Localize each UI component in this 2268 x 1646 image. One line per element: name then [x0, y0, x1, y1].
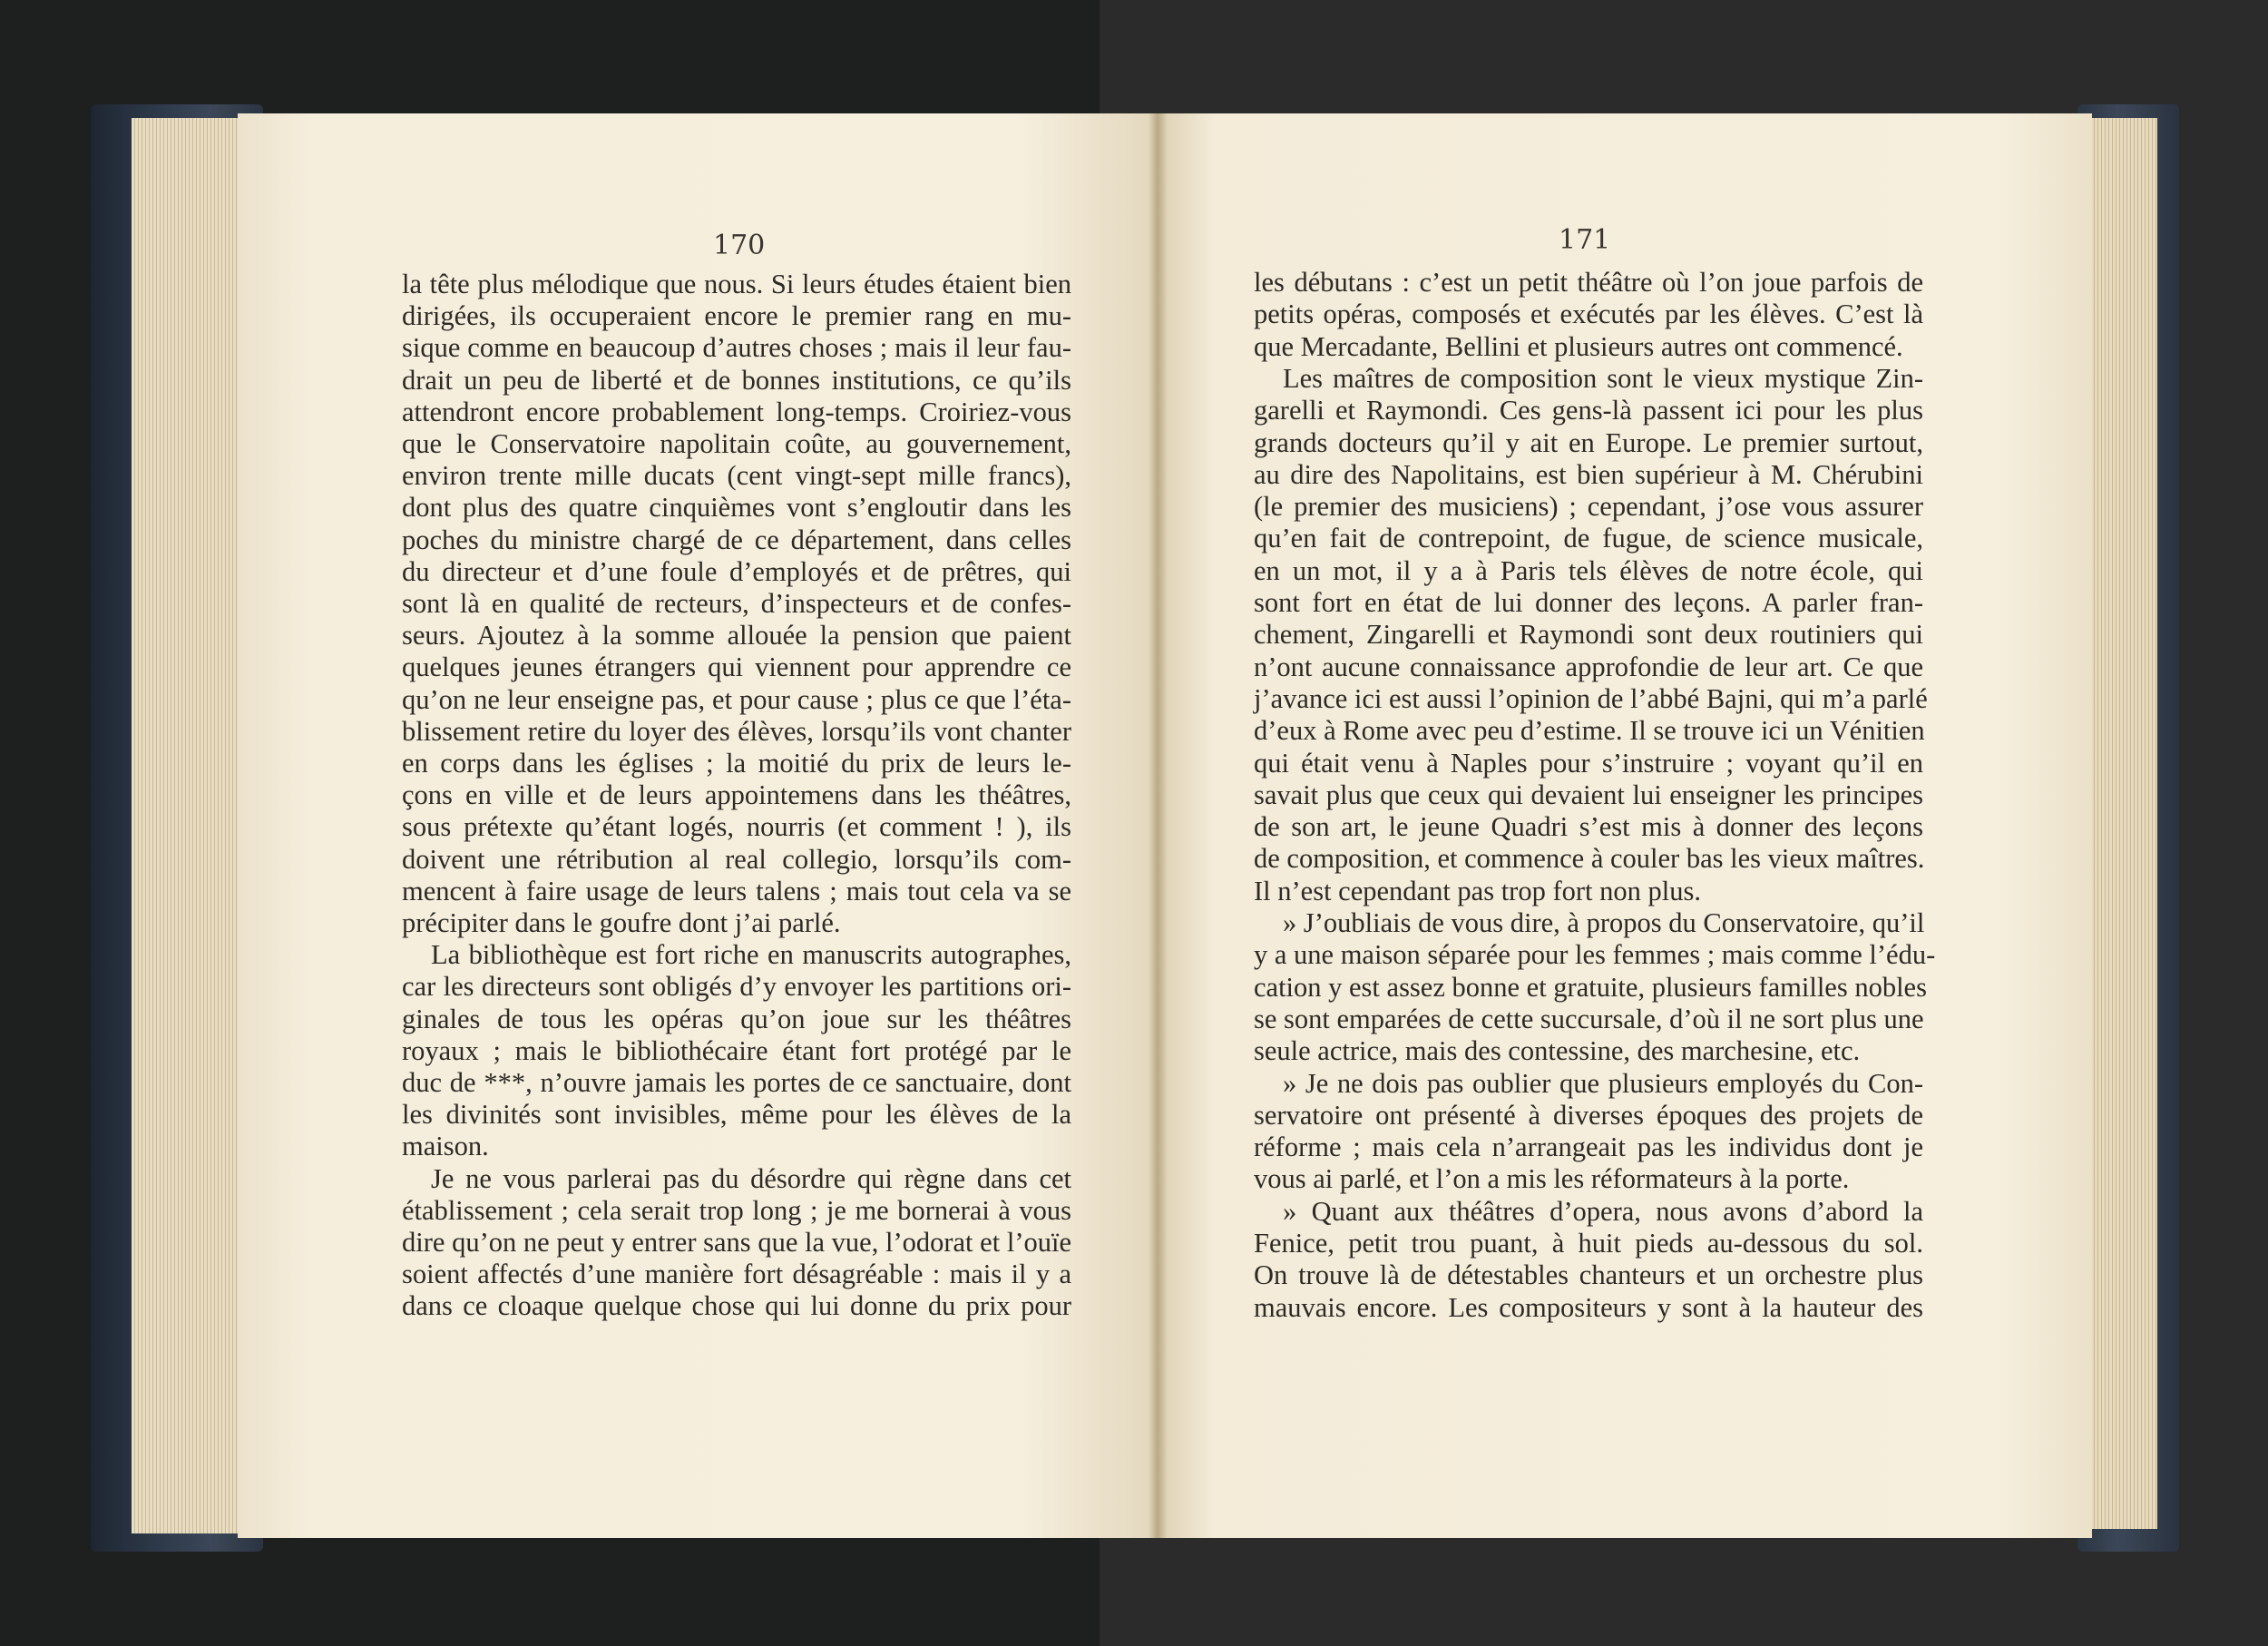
text-line: du directeur et d’une foule d’employés et de prêtres, qui [402, 555, 1071, 587]
text-line: réforme ; mais cela n’arrangeait pas les individus dont je [1254, 1132, 1923, 1163]
text-line: qu’on ne leur enseigne pas, et pour cause ; plus ce que l’éta- [402, 683, 1071, 715]
text-line: se sont emparées de cette succursale, d’où il ne sort plus une [1254, 1003, 1924, 1034]
text-line: doivent une rétribution al real collegio, lorsqu’ils com- [402, 843, 1071, 875]
text-line: de composition, et commence à couler bas les vieux maîtres. [1254, 843, 1925, 875]
text-line: y a une maison séparée pour les femmes ; mais comme l’édu- [1254, 939, 1936, 971]
text-line: Il n’est cependant pas trop fort non plus. [1254, 875, 1701, 906]
text-line: savait plus que ceux qui devaient lui enseigner les principes [1254, 779, 1923, 810]
text-line: attendront encore probablement long-temps. Croiriez-vous [402, 396, 1071, 427]
text-line: que Mercadante, Bellini et plusieurs autres ont commencé. [1254, 330, 1903, 362]
text-line: établissement ; cela serait trop long ; je me bornerai à vous [402, 1194, 1071, 1226]
text-line: dont plus des quatre cinquièmes vont s’engloutir dans les [402, 492, 1071, 524]
text-line: de son art, le jeune Quadri s’est mis à donner des leçons [1254, 811, 1923, 843]
text-line: j’avance ici est aussi l’opinion de l’abbé Bajni, qui m’a parlé [1254, 682, 1928, 714]
text-line: chement, Zingarelli et Raymondi sont deux routiniers qui [1254, 619, 1923, 651]
text-line: seule actrice, mais des contessine, des marchesine, etc. [1254, 1035, 1861, 1067]
text-line: d’eux à Rome avec peu d’estime. Il se trouve ici un Vénitien [1254, 715, 1925, 747]
text-line: blissement retire du loyer des élèves, lorsqu’ils vont chanter [402, 715, 1071, 747]
text-line: précipiter dans le goufre dont j’ai parlé. [402, 907, 841, 938]
text-line: au dire des Napolitains, est bien supérieur à M. Chérubini [1254, 458, 1923, 490]
text-line: dire qu’on ne peut y entrer sans que la vue, l’odorat et l’ouïe [402, 1227, 1071, 1258]
text-line: vous ai parlé, et l’on a mis les réformateurs à la porte. [1254, 1163, 1850, 1195]
text-line: en un mot, il y a à Paris tels élèves de notre école, qui [1254, 554, 1923, 586]
book-gutter [1149, 113, 1167, 1538]
right-page-number: 171 [1559, 224, 1611, 256]
text-line: mauvais encore. Les compositeurs y sont à la hauteur des [1254, 1291, 1923, 1323]
text-line: garelli et Raymondi. Ces gens-là passent ici pour les plus [1254, 395, 1923, 426]
text-line: qui était venu à Naples pour s’instruire ; voyant qu’il en [1254, 747, 1923, 779]
page-edges-left [132, 118, 249, 1533]
text-line: que le Conservatoire napolitain coûte, au gouvernement, [402, 428, 1071, 459]
left-page-number: 170 [713, 230, 766, 261]
text-line: les divinités sont invisibles, même pour les élèves de la [402, 1099, 1071, 1131]
text-line: dirigées, ils occuperaient encore le premier rang en mu- [402, 300, 1071, 332]
text-line: soient affectés d’une manière fort désagréable : mais il y a [402, 1259, 1071, 1290]
text-line: Je ne vous parlerai pas du désordre qui règne dans cet [431, 1162, 1071, 1194]
text-line: » Je ne dois pas oublier que plusieurs employés du Con- [1283, 1067, 1923, 1099]
text-line: la tête plus mélodique que nous. Si leurs études étaient bien [402, 269, 1071, 299]
text-line: car les directeurs sont obligés d’y envoyer les partitions ori- [402, 971, 1071, 1003]
text-line: servatoire ont présenté à diverses époques des projets de [1254, 1099, 1923, 1131]
text-line: poches du ministre chargé de ce département, dans celles [402, 524, 1071, 555]
text-line: n’ont aucune connaissance approfondie de leur art. Ce que [1254, 651, 1923, 682]
text-line: cation y est assez bonne et gratuite, plusieurs familles nobles [1254, 971, 1927, 1003]
text-line: les débutans : c’est un petit théâtre où l’on joue parfois de [1254, 267, 1923, 298]
text-line: sont fort en état de lui donner des leçons. A parler fran- [1254, 587, 1923, 618]
text-line: La bibliothèque est fort riche en manuscrits autographes, [431, 939, 1071, 971]
text-line: sous prétexte qu’étant logés, nourris (et comment ! ), ils [402, 811, 1071, 843]
text-line: (le premier des musiciens) ; cependant, j’ose vous assurer [1254, 491, 1923, 523]
text-line: en corps dans les églises ; la moitié du prix de leurs le- [402, 748, 1071, 779]
text-line: royaux ; mais le bibliothécaire étant fort protégé par le [402, 1034, 1071, 1066]
text-line: duc de ***, n’ouvre jamais les portes de ce sanctuaire, dont [402, 1067, 1071, 1098]
text-line: çons en ville et de leurs appointemens dans les théâtres, [402, 779, 1071, 811]
text-line: On trouve là de détestables chanteurs et un orchestre plus [1254, 1259, 1923, 1291]
text-line: sique comme en beaucoup d’autres choses ; mais il leur fau- [402, 332, 1071, 364]
text-line: drait un peu de liberté et de bonnes institutions, ce qu’ils [402, 364, 1071, 396]
text-line: » Quant aux théâtres d’opera, nous avons d’abord la [1283, 1195, 1923, 1227]
text-line: qu’en fait de contrepoint, de fugue, de science musicale, [1254, 523, 1923, 554]
text-line: Fenice, petit trou puant, à huit pieds au-dessous du sol. [1254, 1228, 1923, 1259]
text-line: mencent à faire usage de leurs talens ; mais tout cela va se [402, 875, 1071, 906]
text-line: Les maîtres de composition sont le vieux mystique Zin- [1283, 362, 1923, 394]
text-line: seurs. Ajoutez à la somme allouée la pension que paient [402, 620, 1071, 652]
text-line: quelques jeunes étrangers qui viennent pour apprendre ce [402, 652, 1071, 683]
text-line: petits opéras, composés et exécutés par les élèves. C’est là [1254, 299, 1923, 330]
text-line: » J’oubliais de vous dire, à propos du Conservatoire, qu’il [1283, 907, 1925, 938]
text-line: environ trente mille ducats (cent vingt-sept mille francs), [402, 460, 1071, 492]
text-line: grands docteurs qu’il y ait en Europe. Le premier surtout, [1254, 426, 1923, 458]
text-line: ginales de tous les opéras qu’on joue sur les théâtres [402, 1003, 1071, 1034]
text-line: maison. [402, 1131, 489, 1162]
text-line: dans ce cloaque quelque chose qui lui donne du prix pour [402, 1290, 1071, 1322]
text-line: sont là en qualité de recteurs, d’inspecteurs et de confes- [402, 588, 1071, 619]
